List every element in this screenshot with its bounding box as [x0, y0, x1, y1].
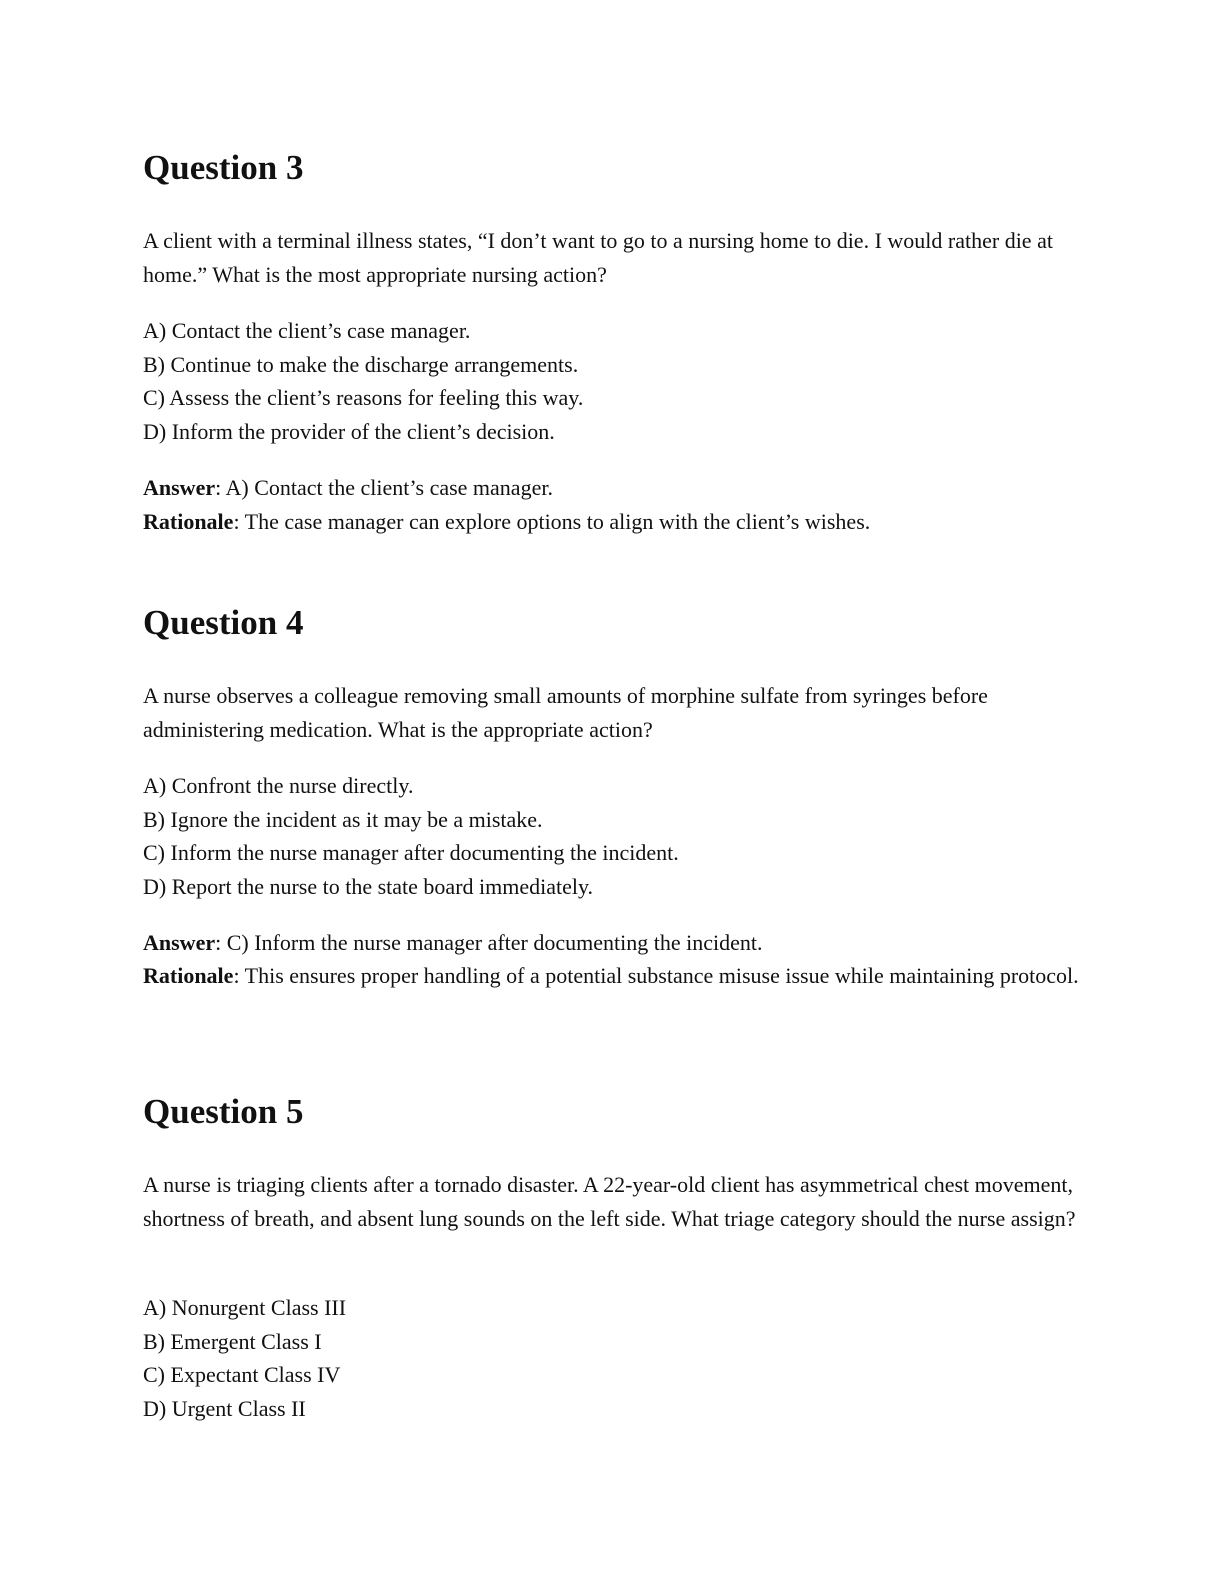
question-3-option-d: D) Inform the provider of the client’s decision.: [143, 418, 555, 444]
rationale-label: Rationale: [143, 509, 234, 534]
question-5-options: [143, 1291, 1083, 1425]
answer-text: : C) Inform the nurse manager after documenting the incident.: [215, 930, 763, 955]
answer-label: Answer: [143, 475, 216, 500]
question-4-options: [143, 769, 1083, 903]
rationale-text: : This ensures proper handling of a potential substance misuse issue while maintaining protocol.: [233, 963, 1079, 988]
question-4-option-b: B) Ignore the incident as it may be a mistake.: [143, 806, 543, 832]
question-3-option-c: C) Assess the client’s reasons for feeling this way.: [143, 385, 584, 410]
rationale-text: : The case manager can explore options to align with the client’s wishes.: [233, 509, 871, 534]
question-4-rationale: [143, 959, 1083, 993]
rationale-label: Rationale: [143, 963, 234, 988]
question-5-option-c: C) Expectant Class IV: [143, 1362, 341, 1387]
question-5-stem: A nurse is triaging clients after a tornado disaster. A 22-year-old client has asymmetrical chest movement, shortness of breath, and absent lung sounds on the left side. What triage category should the nurse assign?: [143, 1172, 1076, 1231]
question-4-option-d: D) Report the nurse to the state board immediately.: [143, 873, 594, 899]
question-4-answer: [143, 926, 1083, 960]
question-3-option-a: A) Contact the client’s case manager.: [143, 318, 471, 343]
question-3-options: [143, 314, 1083, 448]
answer-label: Answer: [143, 930, 216, 955]
question-4-title: Question 4: [143, 603, 304, 642]
question-5-option-b: B) Emergent Class I: [143, 1328, 322, 1354]
question-5-option-d: D) Urgent Class II: [143, 1395, 306, 1421]
question-3-title: Question 3: [143, 148, 304, 187]
question-3-answer: [143, 471, 1083, 505]
question-3-option-b: B) Continue to make the discharge arrangements.: [143, 351, 579, 377]
question-5-title: Question 5: [143, 1092, 304, 1131]
question-5-option-a: A) Nonurgent Class III: [143, 1295, 347, 1320]
question-4-option-c: C) Inform the nurse manager after documenting the incident.: [143, 840, 679, 865]
question-3-rationale: [143, 505, 1083, 539]
question-4-stem: A nurse observes a colleague removing small amounts of morphine sulfate from syringes before administering medication. What is the appropriate action?: [143, 683, 988, 742]
question-4-option-a: A) Confront the nurse directly.: [143, 773, 414, 798]
question-3-stem: A client with a terminal illness states, “I don’t want to go to a nursing home to die. I would rather die at home.” What is the most appropriate nursing action?: [143, 228, 1053, 287]
answer-text: : A) Contact the client’s case manager.: [215, 475, 553, 500]
